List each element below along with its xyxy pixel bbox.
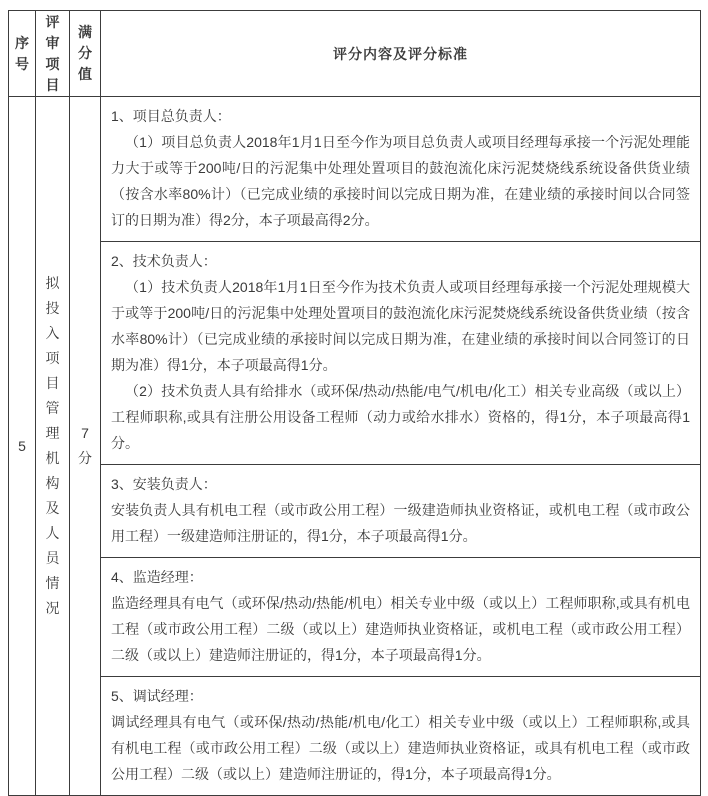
- header-criteria: 评分内容及评分标准: [101, 11, 701, 97]
- section-title: 3、安装负责人：: [111, 476, 217, 492]
- section-title: 1、项目总负责人：: [111, 108, 231, 124]
- header-review-item: [36, 11, 70, 97]
- criteria-cell: [101, 97, 701, 796]
- full-score-cell: [70, 97, 101, 796]
- section-paragraph: 安装负责人具有机电工程（或市政公用工程）一级建造师执业资格证，或机电工程（或市政公用工程）一级建造师注册证的，得1分，本子项最高得1分。: [111, 502, 690, 544]
- section-paragraph: （2）技术负责人具有给排水（或环保/热动/热能/电气/机电/化工）相关专业高级（或以上）工程师职称,或具有注册公用设备工程师（动力或给水排水）资格的，得1分，本子项最高得1分。: [111, 383, 690, 451]
- criteria-section-technical-leader: [101, 241, 700, 464]
- scoring-criteria-table: [8, 10, 701, 796]
- criteria-section-commissioning-manager: [101, 676, 700, 795]
- section-title: 2、技术负责人：: [111, 253, 217, 269]
- serial-number-cell: 5: [9, 97, 36, 796]
- header-full-score: [70, 11, 101, 97]
- review-item-cell: [36, 97, 70, 796]
- criteria-section-project-leader: [101, 97, 700, 241]
- header-full-score-label: 满分值: [77, 24, 92, 82]
- header-serial-number-label: 序号: [14, 34, 29, 72]
- section-title: 5、调试经理：: [111, 688, 203, 704]
- section-paragraph: （1）项目总负责人2018年1月1日至今作为项目总负责人或项目经理每承接一个污泥处理能力大于或等于200吨/日的污泥集中处理处置项目的鼓泡流化床污泥焚烧线系统设备供货业绩（按含水率80%计）（已完成业绩的承接时间以完成日期为准，在建业绩的承接时间以合同签订的日期为准）得2分，本子项最高得2分。: [111, 134, 690, 228]
- table-header-row: [9, 11, 701, 97]
- section-title: 4、监造经理：: [111, 569, 203, 585]
- criteria-row-5: [9, 97, 701, 796]
- section-paragraph: （1）技术负责人2018年1月1日至今作为技术负责人或项目经理每承接一个污泥处理规模大于或等于200吨/日的污泥集中处理处置项目的鼓泡流化床污泥焚烧线系统设备供货业绩（按含水率80%计）（已完成业绩的承接时间以完成日期为准，在建业绩的承接时间以合同签订的日期为准）得1分，本子项最高得1分。: [111, 279, 690, 373]
- criteria-section-supervision-manager: [101, 557, 700, 676]
- header-serial-number: [9, 11, 36, 97]
- full-score-text: 7分: [77, 425, 92, 466]
- review-item-text: 拟投入项目管理机构及人员情况: [45, 275, 60, 616]
- section-paragraph: 调试经理具有电气（或环保/热动/热能/机电/化工）相关专业中级（或以上）工程师职称,或具有机电工程（或市政公用工程）二级（或以上）建造师执业资格证，或具有机电工程（或市政公用工程）二级（或以上）建造师注册证的，得1分，本子项最高得1分。: [111, 714, 690, 782]
- criteria-section-installation-leader: [101, 464, 700, 557]
- section-paragraph: 监造经理具有电气（或环保/热动/热能/机电）相关专业中级（或以上）工程师职称,或具有机电工程（或市政公用工程）二级（或以上）建造师执业资格证，或机电工程（或市政公用工程）二级（或以上）建造师注册证的，得1分，本子项最高得1分。: [111, 595, 690, 663]
- header-review-item-label: 评审项目: [45, 13, 60, 93]
